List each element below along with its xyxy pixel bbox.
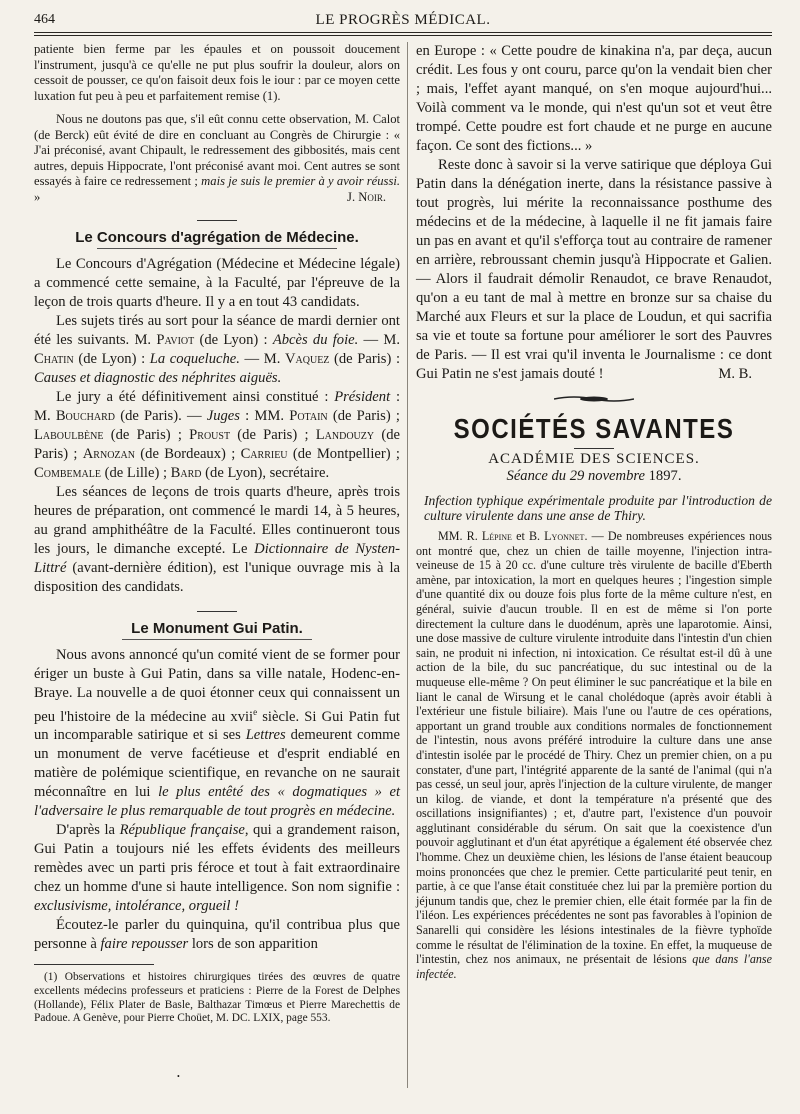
p4-text: Les séances de leçons de trois quarts d'heure, après trois heures de préparation, ont commencé le mardi 14, à 5 heures, au grand amphithéâtre de la Faculté. Elles continueront tous les jours, le dimanche excepté. Le bbox=[34, 483, 400, 557]
name-potain: Potain bbox=[289, 407, 328, 424]
subject-causes: Causes et diagnostic des néphrites aiguës. bbox=[34, 369, 282, 386]
name-carrieu: Carrieu bbox=[240, 445, 288, 462]
p3-f: (de Paris) ; bbox=[230, 426, 316, 443]
m3-end: lors de son apparition bbox=[188, 936, 318, 953]
dictionnaire-title: Dictionnaire de Nysten-Littré bbox=[34, 540, 400, 576]
calot-end: » bbox=[34, 189, 41, 204]
p2-sep2: — M. bbox=[239, 350, 285, 367]
name-lepine: Lépine bbox=[481, 529, 512, 543]
renaudot-paragraph: Reste donc à savoir si la verve satirique que déploya Gui Patin dans la dénégation inerte, dans la résistance passive à tout progrès, lui mérite la reconnaissance posthume des médecins et de la médecine, à laquelle il ne fit jamais faire un pas en avant et qu'il s'efforça tout au contraire de ramener en arrière, rebroussant chemin jusqu'à Hippocrate et Galien. — Alors il faudrait démolir Renaudot, ce brave Renaudot, qu'on a eu tant de mal à mettre en bronze sur sa chaise du Marché aux Fleurs et sur la place de Loudun, et qui sacrifia sa vie et toute sa fortune pour améliorer le sort des Pauvres de Paris. — Il est vrai qu'il inventa le Journalisme : ce dont Gui Patin ne s'est jamais douté ! bbox=[416, 157, 772, 382]
page-header bbox=[34, 10, 772, 33]
seance-year: 1897. bbox=[644, 468, 682, 484]
label-president: Président bbox=[334, 388, 391, 405]
m3-text: Écoutez-le parler du quinquina, qu'il contribua plus que personne à bbox=[34, 917, 400, 953]
p3-b: (de Paris). — bbox=[115, 407, 207, 424]
name-proust: Proust bbox=[189, 426, 231, 443]
page-number: 464 bbox=[34, 12, 55, 27]
left-column bbox=[34, 42, 400, 1026]
p2-text: Les sujets tirés au sort pour la séance de mardi dernier ont été les suivants. M. bbox=[34, 312, 400, 348]
academie-title: ACADÉMIE DES SCIENCES. bbox=[488, 451, 700, 467]
p2-lyon1: (de Lyon) : bbox=[194, 331, 273, 348]
name-arnozan: Arnozan bbox=[82, 445, 135, 462]
monument-p1 bbox=[34, 646, 400, 822]
kinakina-paragraph: en Europe : « Cette poudre de kinakina n'a, par deça, aucun crédit. Les fous y ont couru, parce qu'on la vendait bien cher ; mais, l'effet ayant manqué, on s'en moque aujourd'hui... Voilà comment va le monde, qui n'est qu'un sot et veut être trompé. Cette poudre est fort chaude et ne purge en aucune façon. Ce sont des fictions... » bbox=[416, 43, 772, 154]
p3-j: (de Lille) ; bbox=[100, 464, 171, 481]
lettres-title: Lettres bbox=[245, 727, 286, 744]
exclusivisme-italic: exclusivisme, intolérance, orgueil ! bbox=[34, 898, 239, 915]
monument-title: Le Monument Gui Patin. bbox=[131, 619, 303, 637]
lp-body: . — De nombreuses expériences nous ont montré que, chez un chien de taille moyenne, l'injection intra-veineuse de 15 à 20 cc. d'une culture très virulente de bacille d'Eberth amène, par intoxication, la mort en quelques heures ; l'ingestion simple d'une quantité dix ou douze fois plus forte de la même culture n'est, en général, suivie d'aucun trouble. Il en est de même si l'on porte directement la culture dans le duodénum, après une laparotomie. Ainsi, une dose massive de culture virulente introduite dans l'intestin d'un chien sain, ne produit ni infection, ni intoxication. Ce résultat est-il dû à une action de la bile, du suc pancréatique, du suc intestinal ou de la muqueuse elle-même ? On peut éliminer le suc pancréatique et la bile en liant le canal de Wirsung et le canal cholédoque (après avoir établi à l'extérieur une fistule biliaire). Mais l'une ou l'autre de ces opérations, apportant un grand trouble aux conditions normales de fonctionnement de l'intestin, nous avons préféré introduire la culture dans une anse d'intestin isolée par le procédé de Thiry. Chez un premier chien, on a pu constater, d'une part, l'intégrité apparente de la santé de l'animal (qui n'a pas cessé, un seul jour, après l'injection de la culture virulente, de manger un kilog. de viande, et dont la température n'a présenté que des oscillations insignifiantes) ; et, d'autre part, l'existence d'un pouvoir agglutinant considérable du sérum. On sait que la coexistence d'un pouvoir agglutinant et d'un état apyrétique a également été observée chez l'homme. Chez un deuxième chien, les lésions de l'anse étaient beaucoup moins prononcées que chez le premier. Cette particularité peut tenir, en partie, à ce que l'anse était constituée chez lui par la première portion du jéjunum tandis que, chez le premier chien, elle était formée par la fin de l'iléon. Les expériences précédentes ne sont pas favorables à l'opinion de Sanarelli qui considère les lésions intestinales de la fièvre typhoïde comme le résultat de l'élimination de la toxine. En effet, la muqueuse de l'intestin, chez nos animaux, ne présentait de lésions bbox=[416, 529, 773, 967]
calot-text: Nous ne doutons pas que, s'il eût connu cette observation, M. Calot (de Berck) eût évité de dire en concluant au Congrès de Chirurgie : « J'ai préconisé, avant Chipault, le redressement des gibbosités, mais cent autres, depuis Hippocrate, l'ont préconisé avant moi. Cent autres se sont essayés à faire ce redressement ; bbox=[34, 112, 400, 188]
seance-date: 29 novembre bbox=[569, 468, 645, 484]
entete-italic: le plus entêté des « dogmatiques » et l'adversaire le plus remarquable de tout progrès en médecine. bbox=[34, 784, 401, 820]
concours-p4 bbox=[34, 483, 400, 597]
lp-italic-end: que dans l'anse infectée. bbox=[416, 952, 772, 981]
name-laboulbene: Laboulbène bbox=[34, 426, 104, 443]
name-lyonnet: Lyonnet bbox=[544, 529, 585, 543]
lp-and: et B. bbox=[511, 529, 545, 543]
p3-e: (de Paris) ; bbox=[103, 426, 190, 443]
title-rule bbox=[574, 448, 614, 449]
p2-paris: (de Paris) : bbox=[329, 350, 400, 367]
name-vaquez: Vaquez bbox=[284, 350, 330, 367]
signature-text: J. Noir. bbox=[347, 190, 386, 204]
concours-title: Le Concours d'agrégation de Médecine. bbox=[75, 228, 359, 246]
p4-end: (avant-dernière édition), est l'unique ouvrage mis à la disposition des candidats. bbox=[34, 559, 400, 595]
monument-p2 bbox=[34, 821, 400, 916]
republique-title: République française bbox=[119, 822, 245, 839]
m1-mid: siècle. Si Gui Patin fut un incomparable satirique et si ses bbox=[34, 708, 400, 744]
concours-p1: Le Concours d'Agrégation (Médecine et Médecine légale) a commencé cette semaine, à la Faculté, par l'épreuve de la leçon de trois quarts d'heure. Il y a en tout 43 candidats. bbox=[34, 255, 400, 310]
subject-abces: Abcès du foie. bbox=[272, 331, 359, 348]
p3-text: Le jury a été définitivement ainsi constitué : bbox=[56, 388, 335, 405]
societes-title: SOCIÉTÉS SAVANTES bbox=[453, 413, 735, 445]
p3-c: : MM. bbox=[239, 407, 290, 424]
header-rule bbox=[34, 35, 772, 36]
m1-text: Nous avons annoncé qu'un comité vient de se former pour ériger un buste à Gui Patin, dans sa ville natale, Hodenc-en-Braye. La nouvelle a de quoi étonner ceux qui connaissent un peu l'histoire de la médecine au xvii bbox=[34, 646, 400, 725]
name-bouchard: Bouchard bbox=[55, 407, 116, 424]
section-rule bbox=[197, 220, 237, 221]
p3-d: (de Paris) ; bbox=[327, 407, 400, 424]
name-combemale: Combemale bbox=[34, 464, 101, 481]
journal-title: LE PROGRÈS MÉDICAL. bbox=[315, 12, 491, 28]
concours-p2 bbox=[34, 312, 400, 388]
m2-text: D'après la bbox=[56, 822, 120, 839]
name-landouzy: Landouzy bbox=[315, 426, 375, 443]
concours-p3 bbox=[34, 388, 400, 483]
p3-i: (de Montpellier) ; bbox=[287, 445, 400, 462]
ornament-icon bbox=[554, 395, 634, 403]
footnote: (1) Observations et histoires chirurgiques tirées des œuvres de quatre excellents médecins professeurs et praticiens : Pierre de la Forest de Delphes (Hollande), Félix Plater de Basle, Balthazar Timœus et Pierre Marechettis de Padoue. A Genève, pour Pierre Choüet, M. DC. LXIX, page 553. bbox=[34, 971, 400, 1025]
paper-title: Infection typhique expérimentale produite par l'introduction de culture virulente dans une anse de Thiry. bbox=[424, 493, 772, 523]
name-chatin: Chatin bbox=[34, 350, 74, 367]
m2-mid: , qui a grandement raison, Gui Patin a toujours nié les effets évidents des meilleurs remèdes avec un parti pris féroce et tout à fait extraordinaire chez un homme d'une si haute intelligence. Son nom signifie : bbox=[34, 822, 400, 896]
seance-label: Séance du bbox=[506, 468, 570, 484]
m1-mid2: demeurent comme un monument de verve facétieuse et d'esprit endiablé en matière de polémique scientifique, en revanche on ne saurait méconnaître en lui bbox=[34, 727, 401, 801]
p3-k: (de Lyon), secrétaire. bbox=[201, 464, 330, 481]
footnote-rule bbox=[34, 964, 154, 965]
p3-h: (de Bordeaux) ; bbox=[134, 445, 241, 462]
column-divider bbox=[407, 42, 408, 1088]
m1-sup: e bbox=[253, 706, 258, 717]
repousser-italic: faire repousser bbox=[100, 936, 189, 953]
ornament-divider bbox=[416, 392, 772, 408]
intro-paragraph: patiente bien ferme par les épaules et on poussoit doucement l'instrument, jusqu'à ce qu'elle ne put plus soufrir la douleur, alors on cessoit de pousser, ce qu'on faisoit deux fois le iour : par ce moyen cette luxation fut peu à peu et parfaitement remise (1). bbox=[34, 42, 400, 103]
title-underline bbox=[122, 639, 312, 640]
p3-g: (de Paris) ; bbox=[34, 426, 400, 462]
subject-coqueluche: La coqueluche. bbox=[149, 350, 240, 367]
right-column bbox=[416, 42, 772, 981]
section-rule bbox=[197, 611, 237, 612]
p3-a: : M. bbox=[34, 388, 400, 424]
p2-lyon2: (de Lyon) : bbox=[73, 350, 150, 367]
name-paviot: Paviot bbox=[156, 331, 195, 348]
calot-italic: mais je suis le premier à y avoir réussi. bbox=[201, 174, 400, 188]
mb-signature-text: M. B. bbox=[718, 366, 752, 382]
name-bard: Bard bbox=[170, 464, 202, 481]
p2-sep1: — M. bbox=[358, 331, 400, 348]
print-mark: • bbox=[177, 1072, 180, 1081]
lp-text: MM. R. bbox=[438, 529, 482, 543]
title-underline bbox=[97, 248, 337, 249]
lepine-paragraph bbox=[416, 529, 772, 981]
calot-signature bbox=[34, 190, 400, 206]
monument-p3 bbox=[34, 916, 400, 954]
label-juges: Juges bbox=[206, 407, 240, 424]
seance-line bbox=[416, 468, 772, 485]
